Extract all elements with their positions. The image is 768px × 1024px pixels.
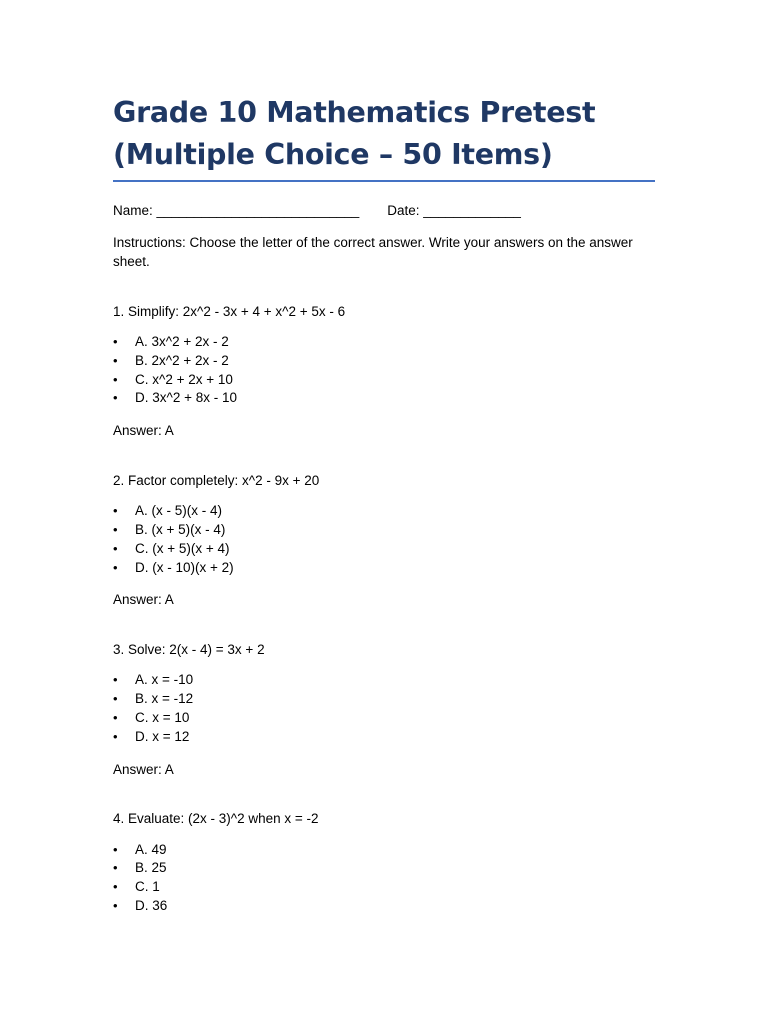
option-label: C. 1 (135, 879, 160, 895)
name-date-line (113, 201, 655, 221)
question-3 (113, 640, 655, 779)
answer-line: Answer: A (113, 423, 174, 439)
title-line-1: Grade 10 Mathematics Pretest (113, 96, 596, 129)
bullet-icon: • (113, 371, 118, 387)
option-item (113, 690, 655, 709)
bullet-icon: • (113, 879, 118, 895)
option-label: C. x = 10 (135, 709, 190, 725)
document-title (113, 92, 655, 182)
bullet-icon: • (113, 334, 118, 349)
option-label: A. x = -10 (135, 672, 194, 688)
bullet-icon: • (113, 728, 118, 744)
bullet-icon: • (113, 709, 118, 725)
option-item (113, 859, 655, 878)
option-item (113, 709, 655, 728)
option-label: C. x^2 + 2x + 10 (135, 371, 233, 387)
bullet-icon: • (113, 352, 118, 368)
question-4 (113, 809, 655, 916)
option-label: A. 49 (135, 841, 167, 857)
question-2 (113, 471, 655, 610)
option-item (113, 371, 655, 390)
option-label: D. 3x^2 + 8x - 10 (135, 390, 238, 406)
options-list (113, 502, 655, 577)
option-label: D. 36 (135, 897, 168, 913)
question-1 (113, 302, 655, 441)
bullet-icon: • (113, 521, 118, 537)
bullet-icon: • (113, 841, 118, 857)
bullet-icon: • (113, 503, 118, 519)
option-label: D. x = 12 (135, 728, 190, 744)
question-prompt: 3. Solve: 2(x - 4) = 3x + 2 (113, 641, 265, 657)
options-list (113, 333, 655, 408)
option-item (113, 559, 655, 578)
option-item (113, 728, 655, 747)
option-label: D. (x - 10)(x + 2) (135, 559, 234, 575)
bullet-icon: • (113, 860, 118, 876)
instructions: Instructions: Choose the letter of the correct answer. Write your answers on the answer sheet. (113, 234, 633, 269)
option-item (113, 671, 655, 690)
bullet-icon: • (113, 390, 118, 406)
bullet-icon: • (113, 559, 118, 575)
answer-line: Answer: A (113, 761, 174, 777)
option-item (113, 897, 655, 916)
option-label: A. 3x^2 + 2x - 2 (135, 334, 229, 349)
option-label: B. x = -12 (135, 691, 194, 707)
bullet-icon: • (113, 897, 118, 913)
question-prompt: 4. Evaluate: (2x - 3)^2 when x = -2 (113, 811, 319, 827)
option-item (113, 389, 655, 408)
bullet-icon: • (113, 672, 118, 688)
option-label: B. (x + 5)(x - 4) (135, 521, 226, 537)
option-item (113, 878, 655, 897)
option-item (113, 521, 655, 540)
option-item (113, 841, 655, 860)
date-field: Date: _____________ (387, 203, 521, 218)
answer-line: Answer: A (113, 592, 174, 608)
question-prompt: 1. Simplify: 2x^2 - 3x + 4 + x^2 + 5x - 6 (113, 303, 346, 319)
options-list (113, 841, 655, 916)
option-label: B. 2x^2 + 2x - 2 (135, 352, 229, 368)
option-item (113, 540, 655, 559)
bullet-icon: • (113, 540, 118, 556)
option-item (113, 502, 655, 521)
option-item (113, 333, 655, 352)
title-line-2: (Multiple Choice – 50 Items) (113, 138, 553, 171)
option-label: B. 25 (135, 860, 167, 876)
options-list (113, 671, 655, 746)
document-page (113, 92, 655, 916)
bullet-icon: • (113, 691, 118, 707)
question-prompt: 2. Factor completely: x^2 - 9x + 20 (113, 472, 320, 488)
option-item (113, 352, 655, 371)
option-label: C. (x + 5)(x + 4) (135, 540, 230, 556)
option-label: A. (x - 5)(x - 4) (135, 503, 222, 519)
name-field: Name: ___________________________ (113, 203, 360, 218)
